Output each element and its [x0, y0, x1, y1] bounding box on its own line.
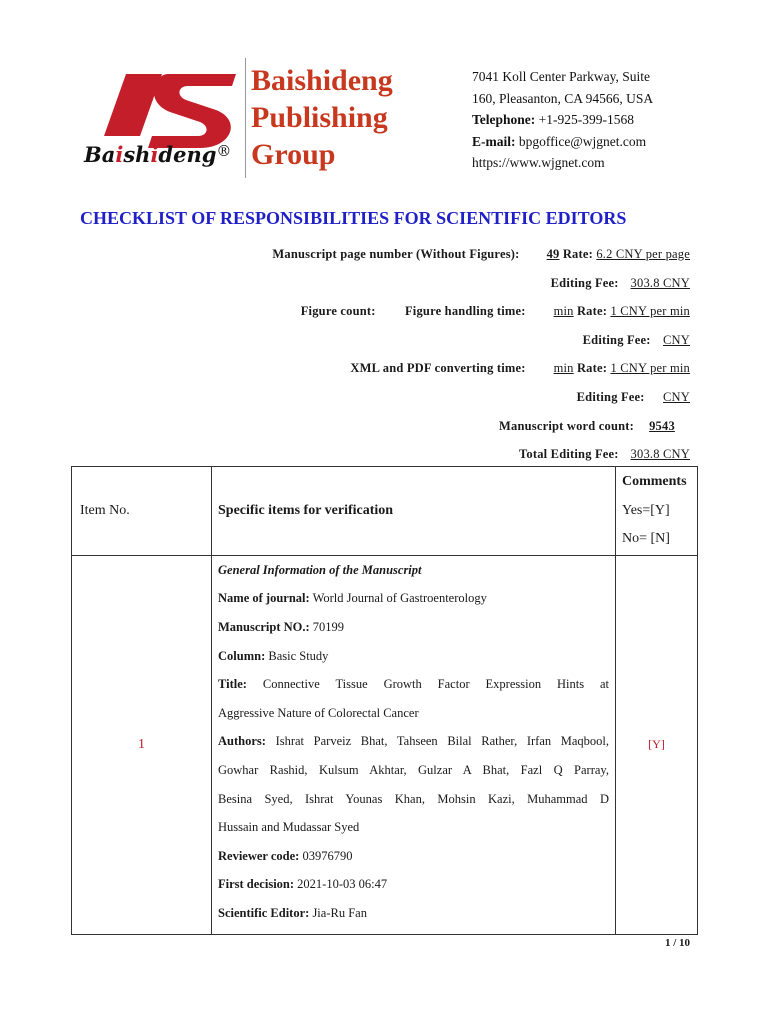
checklist-table [71, 466, 698, 935]
fee-summary [272, 244, 690, 473]
figure-count-line: Figure count: Figure handling time: min Rate: 1 CNY per min [300, 304, 690, 319]
total-fee-line: Total Editing Fee: 303.8 CNY [519, 447, 690, 462]
address-line: 160, Pleasanton, CA 94566, USA [472, 90, 654, 106]
authors-field-cont: Hussain and Mudassar Syed [218, 820, 360, 835]
website-link[interactable]: https://www.wjgnet.com [472, 155, 605, 170]
document-title: CHECKLIST OF RESPONSIBILITIES FOR SCIENTIFIC EDITORS [80, 208, 627, 228]
authors-field: Authors: Ishrat Parveiz Bhat, Tahseen Bilal Rather, Irfan Maqbool, [218, 734, 610, 749]
table-row [72, 555, 698, 934]
authors-field-cont: Besina Syed, Ishrat Younas Khan, Mohsin Kazi, Muhammad D [218, 791, 609, 806]
verification-details [212, 555, 616, 934]
title-field: Title: Connective Tissue Growth Factor Expression Hints at [218, 677, 610, 692]
brand-divider [245, 58, 246, 178]
figure-editing-fee-line: Editing Fee: CNY [582, 332, 690, 347]
brand-name [251, 62, 393, 173]
page-number-line: Manuscript page number (Without Figures): 49 Rate: 6.2 CNY per page [272, 247, 690, 261]
first-decision-field: First decision: 2021-10-03 06:47 [218, 877, 388, 892]
word-count-line: Manuscript word count: 9543 [499, 418, 675, 433]
page-number: 1 / 10 [664, 937, 690, 949]
comment-value: [Y] [616, 555, 698, 934]
col-specific-items: Specific items for verification [212, 467, 616, 556]
brand-line: Group [251, 138, 336, 171]
reviewer-code-field: Reviewer code: 03976790 [218, 848, 353, 863]
page-editing-fee-line: Editing Fee: 303.8 CNY [550, 275, 690, 290]
section-heading: General Information of the Manuscript [218, 562, 422, 577]
column-field: Column: Basic Study [218, 648, 329, 663]
item-number: 1 [72, 555, 212, 934]
address-line: 7041 Koll Center Parkway, Suite [472, 69, 650, 84]
journal-field: Name of journal: World Journal of Gastroenterology [218, 591, 487, 606]
authors-field-cont: Gowhar Rashid, Kulsum Akhtar, Gulzar A Bhat, Fazl Q Parray, [218, 762, 609, 777]
xml-time-line: XML and PDF converting time: min Rate: 1 CNY per min [350, 361, 690, 376]
contact-block [472, 66, 653, 174]
col-item-no: Item No. [72, 467, 212, 556]
title-field-cont: Aggressive Nature of Colorectal Cancer [218, 705, 419, 720]
scientific-editor-field: Scientific Editor: Jia-Ru Fan [218, 905, 367, 920]
table-header-row [72, 467, 698, 556]
letterhead [0, 0, 770, 190]
logo-wordmark: Baishideng® [84, 142, 232, 167]
brand-line: Baishideng [251, 64, 393, 97]
email-line: E-mail: bpgoffice@wjgnet.com [472, 133, 647, 149]
baishideng-logo-icon [104, 70, 244, 150]
col-comments: Comments Yes=[Y] No= [N] [616, 467, 698, 556]
xml-editing-fee-line: Editing Fee: CNY [576, 389, 690, 404]
manuscript-no-field: Manuscript NO.: 70199 [218, 619, 345, 634]
brand-line: Publishing [251, 101, 388, 134]
telephone-line: Telephone: +1-925-399-1568 [472, 112, 634, 127]
